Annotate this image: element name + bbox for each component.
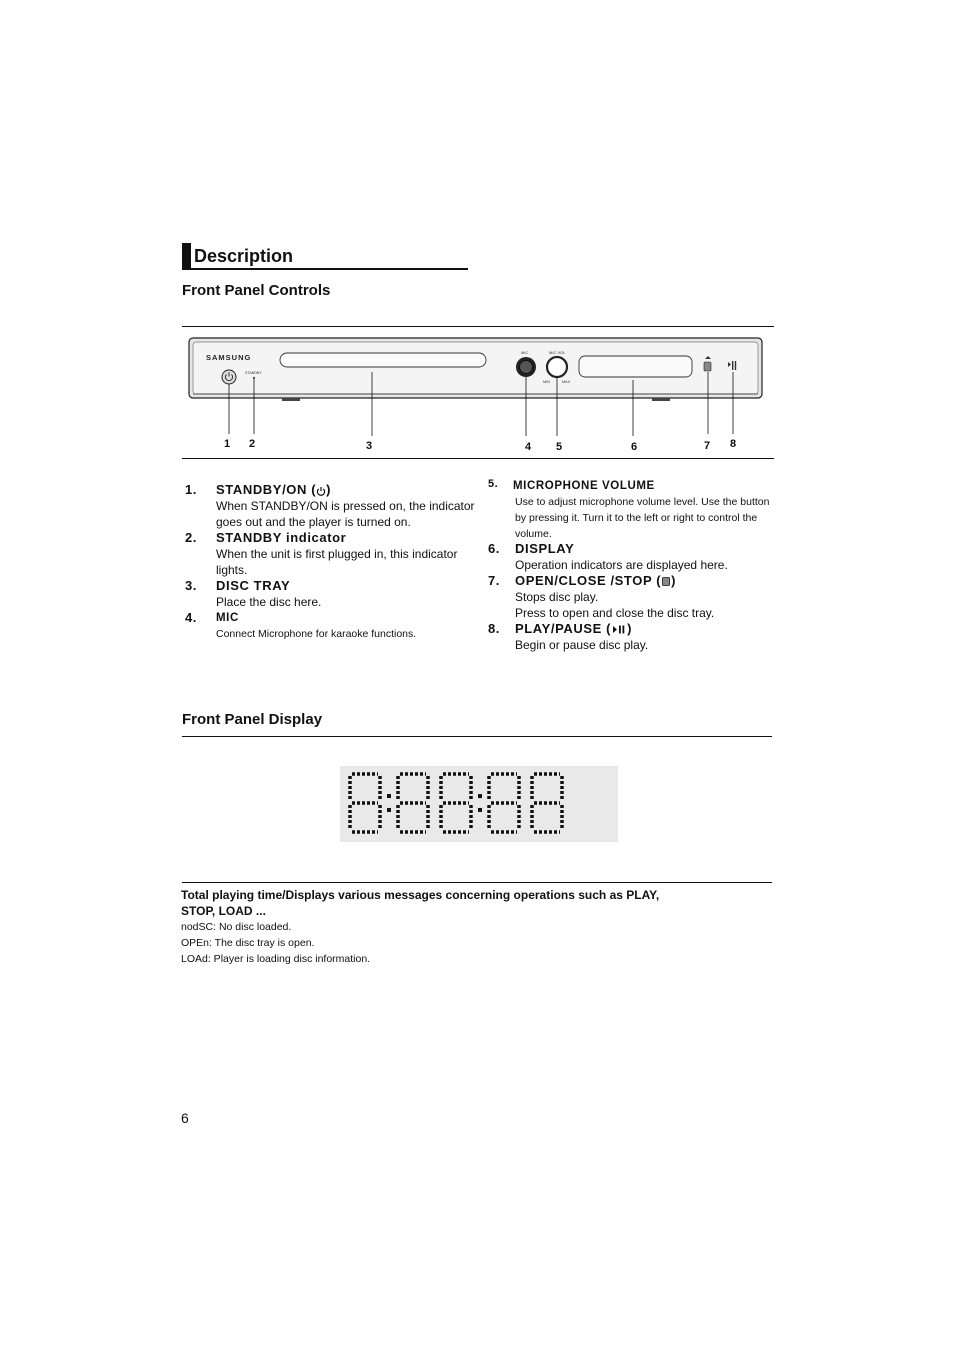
callout-8: 8: [730, 438, 737, 450]
control-item-disc-tray: 3. DISC TRAY Place the disc here.: [185, 578, 322, 609]
stop-icon: [661, 576, 671, 587]
min-label: MIN: [543, 380, 550, 384]
mic-vol-label: MIC VOL: [549, 350, 566, 355]
display-bottom-rule: [182, 882, 772, 883]
open-close-stop-button: [704, 362, 711, 371]
display-segments: [340, 766, 618, 842]
display-window: [579, 356, 692, 377]
callout-2: 2: [249, 438, 256, 450]
section-marker: [182, 243, 191, 270]
front-panel-illustration: [182, 326, 774, 460]
colon-dot: [478, 794, 482, 798]
power-icon: [316, 486, 326, 496]
callout-3: 3: [366, 440, 373, 452]
message-nodisc: nodSC: No disc loaded.: [181, 921, 292, 933]
control-item-open-close-stop: 7. OPEN/CLOSE /STOP ( ) Stops disc play. Press to open and close the disc tray.: [488, 573, 715, 620]
display-heading-line-1: Total playing time/Displays various messages concerning operations such as PLAY,: [181, 888, 660, 902]
control-item-standby-on: 1. STANDBY/ON ( ) When STANDBY/ON is pressed on, the indicator goes out and the player is turned on.: [185, 482, 475, 529]
page-number: 6: [181, 1110, 189, 1126]
control-item-mic: 4. MIC Connect Microphone for karaoke functions.: [185, 610, 417, 640]
display-description: [181, 887, 781, 967]
control-item-standby-indicator: 2. STANDBY indicator When the unit is first plugged in, this indicator lights.: [185, 530, 458, 577]
mic-volume-knob: [547, 357, 567, 377]
mic-label: MIC: [521, 350, 529, 355]
section-title: Description: [194, 246, 294, 266]
callout-7: 7: [704, 440, 711, 452]
display-heading-line-2: STOP, LOAD ...: [181, 904, 266, 918]
play-pause-icon: [611, 624, 627, 635]
callout-5: 5: [556, 441, 563, 453]
seven-segment-display: [340, 766, 618, 842]
message-load: LOAd: Player is loading disc information.: [181, 953, 371, 965]
standby-label: STANDBY: [245, 371, 262, 375]
standby-button: [222, 370, 236, 384]
callout-4: 4: [525, 441, 532, 453]
standby-indicator: [253, 377, 255, 379]
display-top-rule: [182, 736, 772, 737]
callout-1: 1: [224, 438, 231, 450]
message-open: OPEn: The disc tray is open.: [181, 937, 315, 949]
colon-dot: [387, 794, 391, 798]
callout-6: 6: [631, 441, 638, 453]
front-panel-controls-title: Front Panel Controls: [182, 282, 331, 299]
controls-bottom-rule: [182, 458, 774, 459]
max-label: MAX: [562, 380, 571, 384]
colon-dot: [387, 808, 391, 812]
section-rule: [182, 268, 468, 270]
disc-tray: [280, 353, 486, 367]
control-item-microphone-volume: 5. MICROPHONE VOLUME Use to adjust microphone volume level. Use the button by pressing it. Turn it to the left or right to control the volume.: [488, 478, 770, 540]
colon-dot: [478, 808, 482, 812]
brand-logo: SAMSUNG: [206, 353, 252, 362]
front-panel-display-title: Front Panel Display: [182, 711, 323, 728]
control-item-play-pause: 8. PLAY/PAUSE ( ) Begin or pause disc play.: [488, 621, 649, 652]
control-item-display: 6. DISPLAY Operation indicators are displayed here.: [488, 541, 728, 572]
